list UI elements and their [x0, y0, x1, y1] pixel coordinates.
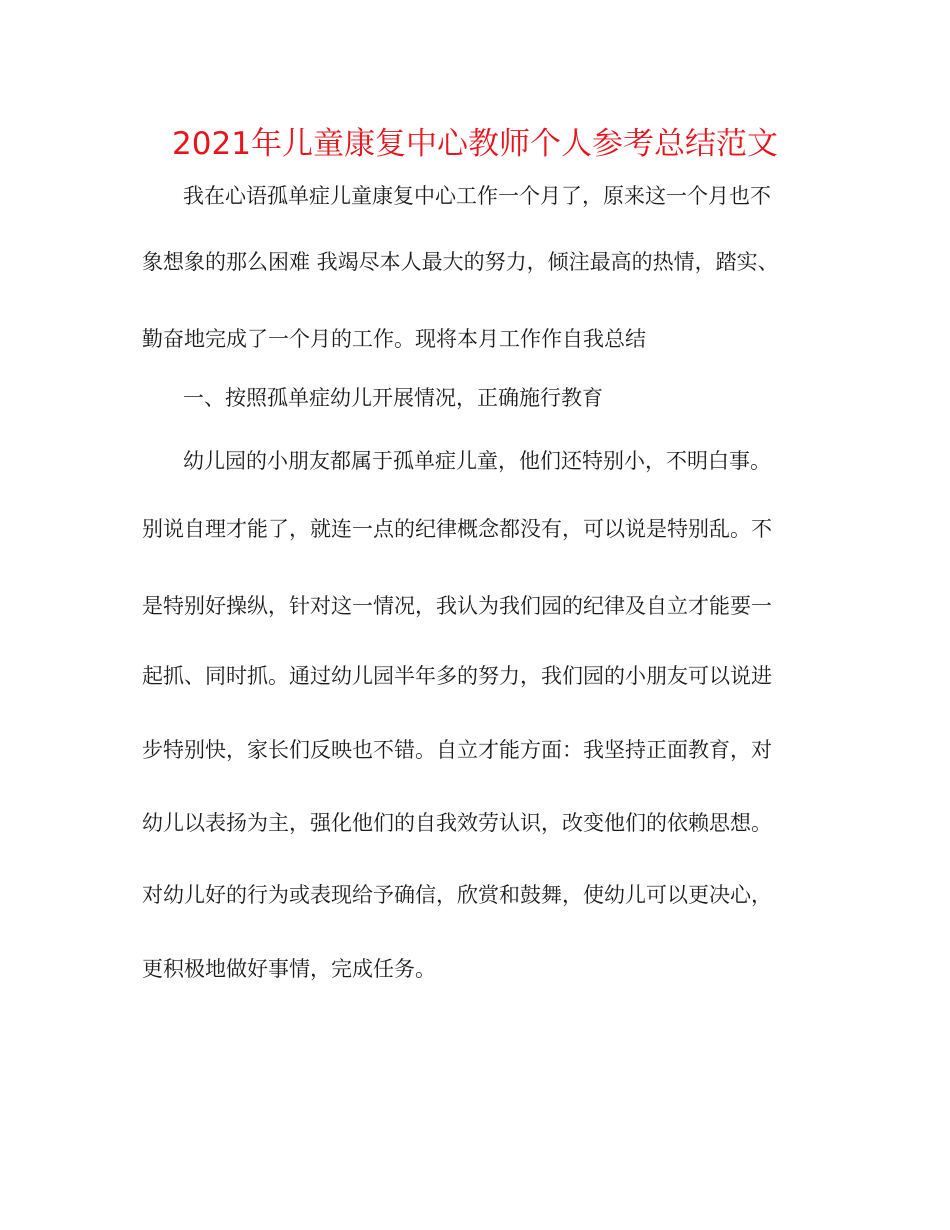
paragraph-line-11: 对幼儿好的行为或表现给予确信，欣赏和鼓舞，使幼儿可以更决心，: [142, 883, 772, 907]
paragraph-line-7: 是特别好操纵，针对这一情况，我认为我们园的纪律及自立才能要一: [142, 594, 772, 618]
paragraph-line-2: 象想象的那么困难 我竭尽本人最大的努力，倾注最高的热情，踏实、: [142, 250, 779, 274]
paragraph-line-8: 起抓、同时抓。通过幼儿园半年多的努力，我们园的小朋友可以说进: [142, 664, 772, 688]
paragraph-line-3: 勤奋地完成了一个月的工作。现将本月工作作自我总结: [142, 327, 646, 351]
paragraph-line-10: 幼儿以表扬为主，强化他们的自我效劳认识，改变他们的依赖思想。: [142, 811, 772, 835]
section-heading-1: 一、按照孤单症幼儿开展情况，正确施行教育: [183, 386, 603, 410]
paragraph-line-1: 我在心语孤单症儿童康复中心工作一个月了，原来这一个月也不: [183, 184, 771, 208]
paragraph-line-5: 幼儿园的小朋友都属于孤单症儿童，他们还特别小，不明白事。: [183, 449, 771, 473]
paragraph-line-12: 更积极地做好事情，完成任务。: [142, 957, 436, 981]
document-title: 2021年儿童康复中心教师个人参考总结范文: [172, 126, 778, 162]
paragraph-line-6: 别说自理才能了，就连一点的纪律概念都没有，可以说是特别乱。不: [142, 517, 772, 541]
paragraph-line-9: 步特别快，家长们反映也不错。自立才能方面：我坚持正面教育，对: [142, 738, 772, 762]
